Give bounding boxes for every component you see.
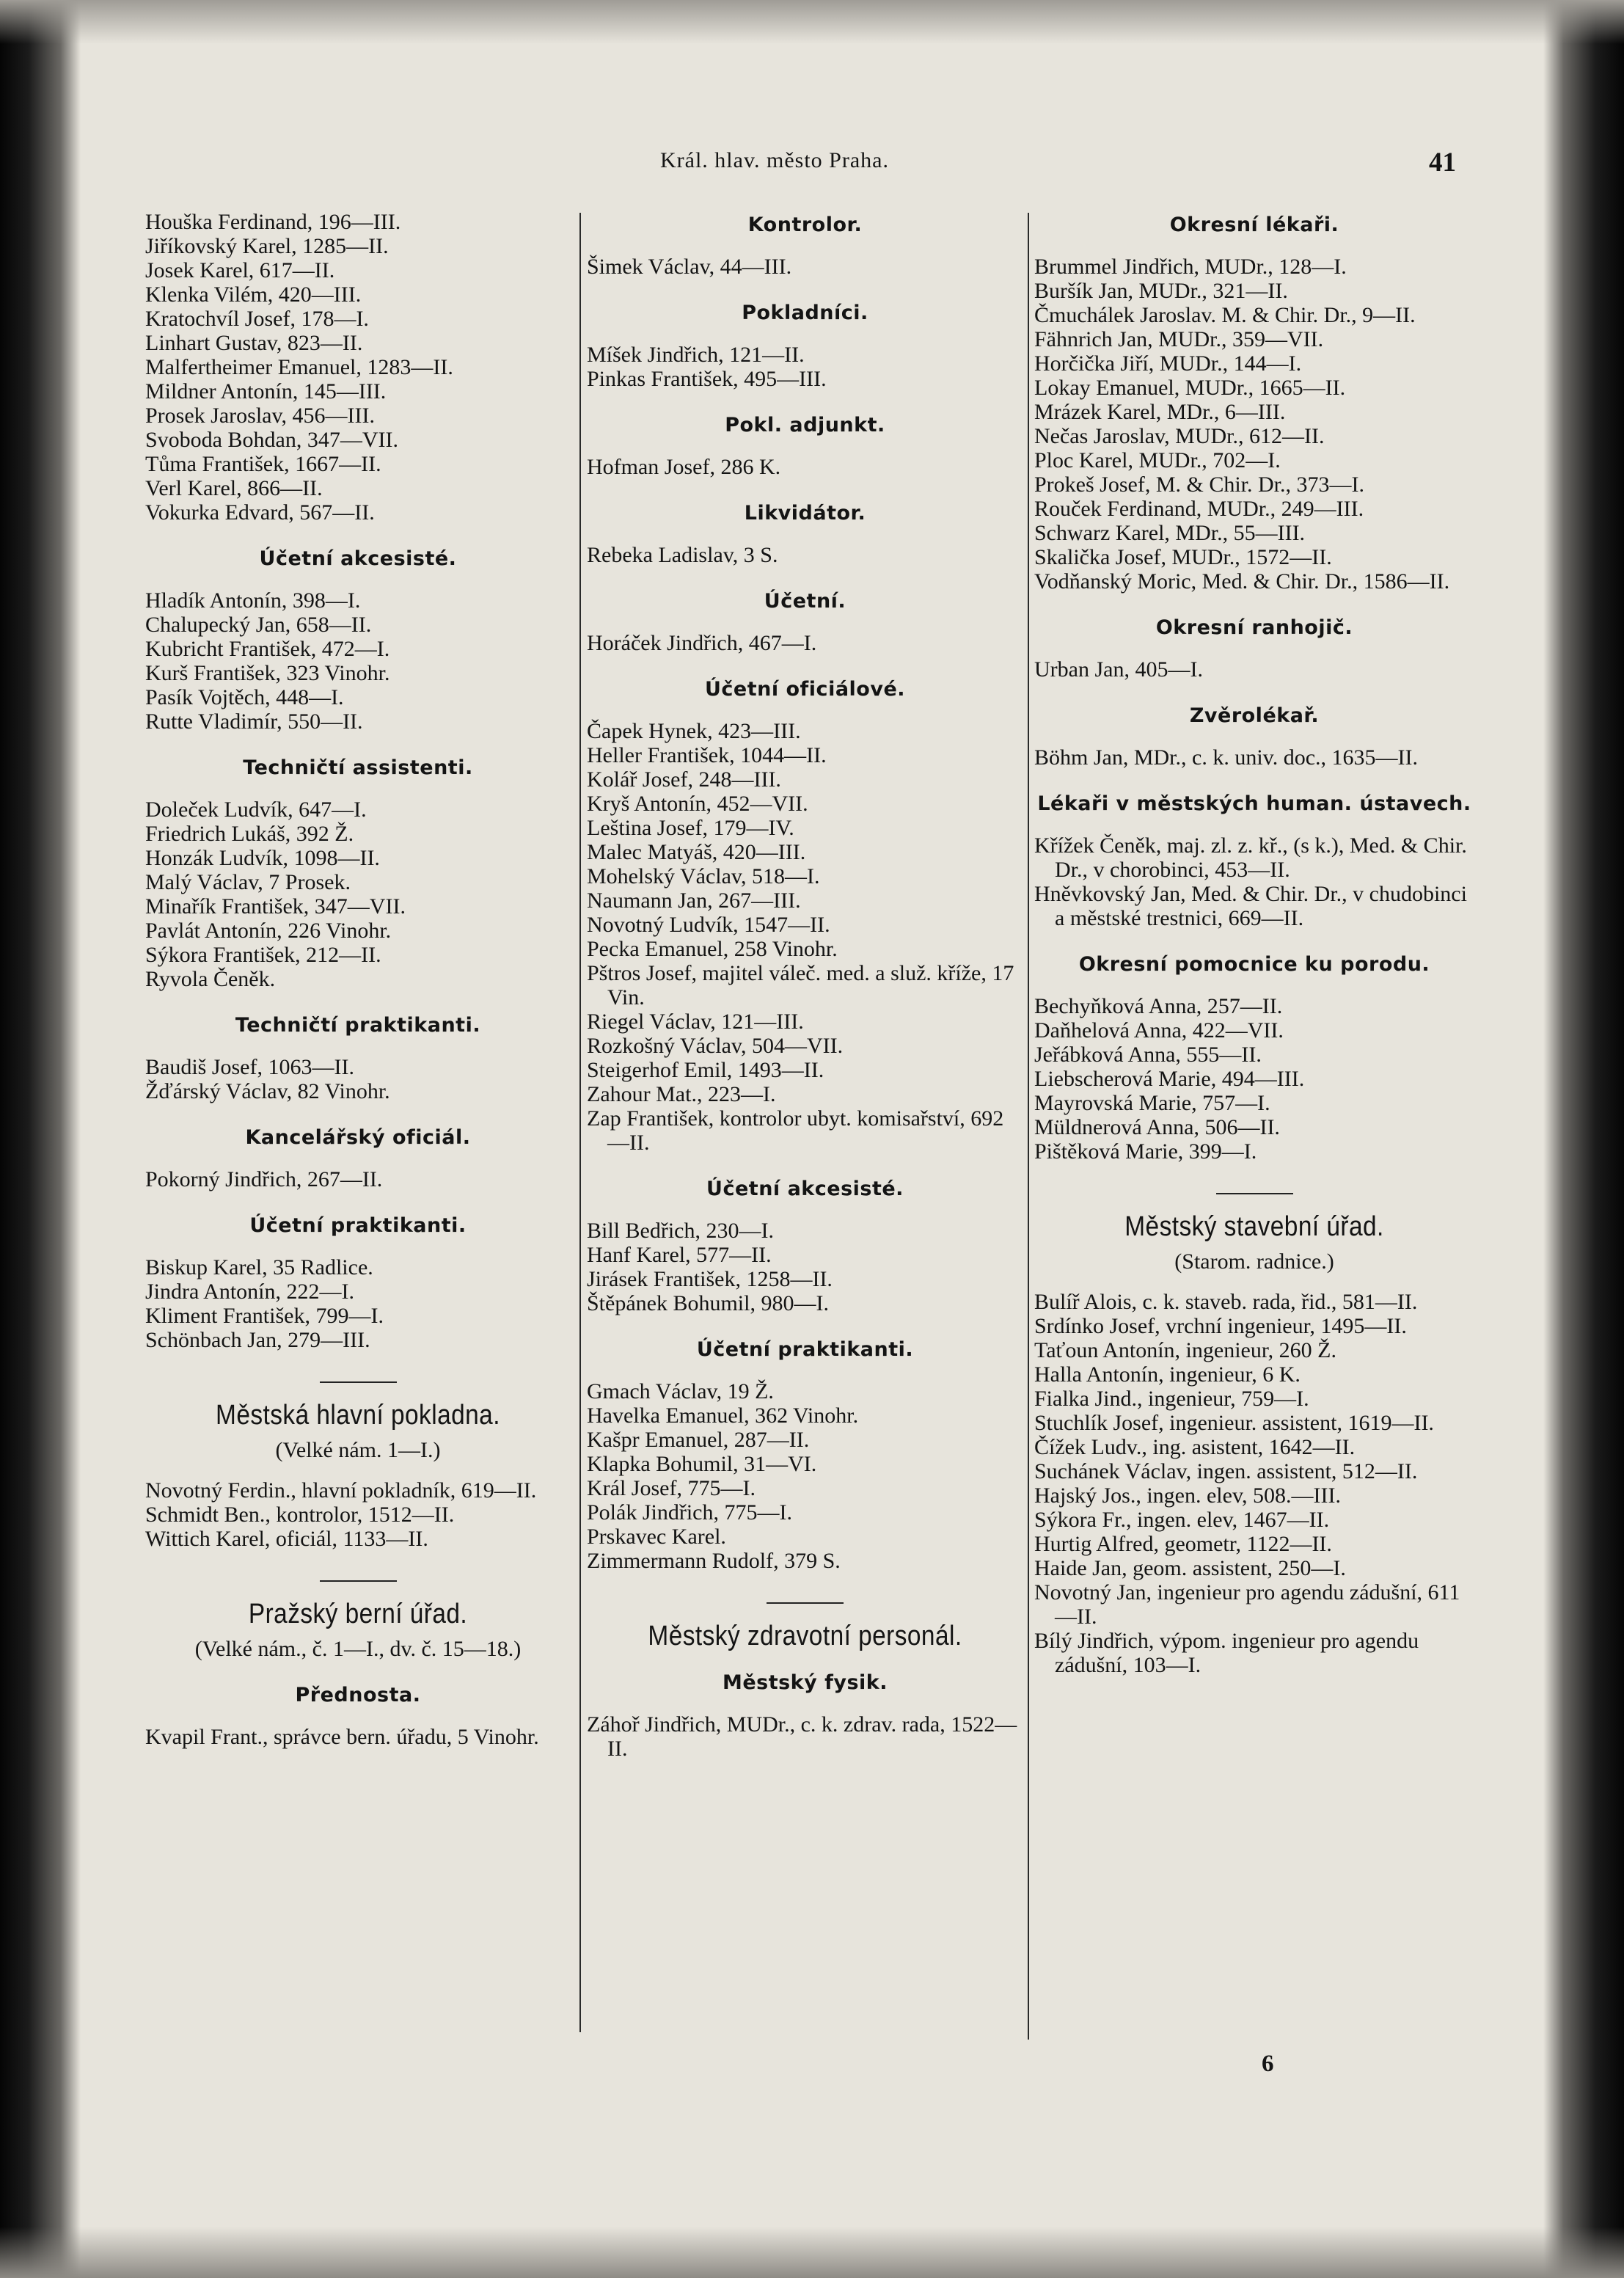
directory-entry: Jeřábková Anna, 555—II. xyxy=(1034,1043,1262,1067)
directory-entry: Rebeka Ladislav, 3 S. xyxy=(587,543,778,567)
directory-entry: Vokurka Edvard, 567—II. xyxy=(145,500,375,525)
section-heading: Techničtí praktikanti. xyxy=(235,1014,481,1037)
directory-entry: Jirásek František, 1258—II. xyxy=(587,1267,833,1291)
section-heading: Účetní. xyxy=(764,590,846,613)
directory-entry: Klenka Vilém, 420—III. xyxy=(145,282,362,307)
entry-list xyxy=(145,1478,571,1551)
directory-entry: Sýkora František, 212—II. xyxy=(145,943,381,967)
entry-list xyxy=(587,543,1023,567)
entry-list xyxy=(145,1055,571,1103)
directory-entry: Suchánek Václav, ingen. assistent, 512—II. xyxy=(1034,1459,1418,1483)
directory-entry: Čmuchálek Jaroslav. M. & Chir. Dr., 9—II. xyxy=(1034,303,1416,327)
office-title: Městský zdravotní personál. xyxy=(648,1621,962,1651)
section-heading: Účetní akcesisté. xyxy=(259,547,457,570)
directory-entry: Žďárský Václav, 82 Vinohr. xyxy=(145,1079,390,1103)
section-heading: Účetní akcesisté. xyxy=(706,1178,904,1200)
directory-entry: Tůma František, 1667—II. xyxy=(145,452,381,476)
entry-list xyxy=(145,588,571,734)
section-heading: Kancelářský oficiál. xyxy=(245,1126,471,1149)
directory-entry: Čížek Ludv., ing. asistent, 1642—II. xyxy=(1034,1435,1356,1459)
scan-edge-left xyxy=(0,0,81,2278)
directory-entry: Mohelský Václav, 518—I. xyxy=(587,864,820,888)
directory-entry: Halla Antonín, ingenieur, 6 K. xyxy=(1034,1362,1301,1387)
directory-entry: Zahour Mat., 223—I. xyxy=(587,1082,776,1106)
directory-entry: Gmach Václav, 19 Ž. xyxy=(587,1379,774,1403)
entry-list xyxy=(1034,994,1474,1164)
directory-entry: Leština Josef, 179—IV. xyxy=(587,816,794,840)
directory-entry: Hanf Karel, 577—II. xyxy=(587,1243,772,1267)
section-heading: Lékaři v městských human. ústavech. xyxy=(1037,792,1471,815)
directory-entry: Mrázek Karel, MDr., 6—III. xyxy=(1034,400,1286,424)
directory-entry: Baudiš Josef, 1063—II. xyxy=(145,1055,354,1079)
directory-entry: Jiříkovský Karel, 1285—II. xyxy=(145,234,389,258)
directory-entry: Kratochvíl Josef, 178—I. xyxy=(145,307,369,331)
directory-entry: Pištěková Marie, 399—I. xyxy=(1034,1139,1257,1164)
directory-entry: Malý Václav, 7 Prosek. xyxy=(145,870,351,894)
directory-entry: Heller František, 1044—II. xyxy=(587,743,827,767)
entry-list xyxy=(587,1712,1023,1761)
section-heading: Okresní lékaři. xyxy=(1169,213,1339,236)
directory-entry: Chalupecký Jan, 658—II. xyxy=(145,613,372,637)
directory-entry: Novotný Ferdin., hlavní pokladník, 619—II. xyxy=(145,1478,537,1503)
entry-list xyxy=(587,455,1023,479)
directory-entry: Rutte Vladimír, 550—II. xyxy=(145,709,363,734)
section-heading: Okresní ranhojič. xyxy=(1155,616,1353,639)
directory-entry: Záhoř Jindřich, MUDr., c. k. zdrav. rada, 1522—II. xyxy=(587,1712,1017,1761)
directory-entry: Lokay Emanuel, MUDr., 1665—II. xyxy=(1034,376,1346,400)
column-rule xyxy=(1028,213,1029,2040)
entry-list xyxy=(587,343,1023,391)
directory-entry: Rouček Ferdinand, MUDr., 249—III. xyxy=(1034,497,1364,521)
directory-entry: Müldnerová Anna, 506—II. xyxy=(1034,1115,1280,1139)
entry-list xyxy=(1034,255,1474,594)
directory-entry: Kašpr Emanuel, 287—II. xyxy=(587,1428,810,1452)
section-heading: Účetní praktikanti. xyxy=(696,1338,914,1361)
directory-entry: Horčička Jiří, MUDr., 144—I. xyxy=(1034,351,1302,376)
directory-entry: Mildner Antonín, 145—III. xyxy=(145,379,387,404)
column-rule xyxy=(579,213,581,2032)
directory-entry: Urban Jan, 405—I. xyxy=(1034,657,1203,682)
section-divider xyxy=(767,1602,844,1604)
office-title: Pražský berní úřad. xyxy=(248,1599,468,1629)
directory-entry: Rozkošný Václav, 504—VII. xyxy=(587,1034,844,1058)
directory-entry: Malec Matyáš, 420—III. xyxy=(587,840,806,864)
directory-entry: Ploc Karel, MUDr., 702—I. xyxy=(1034,448,1281,472)
directory-entry: Míšek Jindřich, 121—II. xyxy=(587,343,805,367)
directory-entry: Hurtig Alfred, geometr, 1122—II. xyxy=(1034,1532,1332,1556)
entry-list xyxy=(587,719,1023,1155)
section-heading: Zvěrolékař. xyxy=(1189,704,1320,727)
directory-entry: Bechyňková Anna, 257—II. xyxy=(1034,994,1283,1018)
directory-entry: Fialka Jind., ingenieur, 759—I. xyxy=(1034,1387,1309,1411)
entry-list xyxy=(145,797,571,991)
directory-entry: Zap František, kontrolor ubyt. komisařství, 692—II. xyxy=(587,1106,1004,1155)
directory-entry: Haide Jan, geom. assistent, 250—I. xyxy=(1034,1556,1346,1580)
directory-entry: Sýkora Fr., ingen. elev, 1467—II. xyxy=(1034,1508,1330,1532)
directory-entry: Novotný Ludvík, 1547—II. xyxy=(587,913,830,937)
directory-entry: Prskavec Karel. xyxy=(587,1525,726,1549)
entry-list xyxy=(1034,745,1474,770)
entry-list xyxy=(587,1219,1023,1315)
directory-entry: Doleček Ludvík, 647—I. xyxy=(145,797,367,822)
office-address: (Starom. radnice.) xyxy=(1174,1249,1334,1274)
entry-list xyxy=(1034,657,1474,682)
scan-edge-bottom xyxy=(0,2227,1624,2278)
section-heading: Městský fysik. xyxy=(722,1671,888,1694)
directory-entry: Pecka Emanuel, 258 Vinohr. xyxy=(587,937,838,961)
section-divider xyxy=(320,1381,397,1383)
section-heading: Techničtí assistenti. xyxy=(243,756,473,779)
directory-entry: Pštros Josef, majitel váleč. med. a služ. kříže, 17 Vin. xyxy=(587,961,1014,1010)
office-address: (Velké nám. 1—I.) xyxy=(275,1438,441,1462)
entry-list xyxy=(587,631,1023,655)
directory-entry: Bulíř Alois, c. k. staveb. rada, řid., 581—II. xyxy=(1034,1290,1418,1314)
directory-entry: Kliment František, 799—I. xyxy=(145,1304,384,1328)
directory-entry: Horáček Jindřich, 467—I. xyxy=(587,631,817,655)
directory-entry: Hofman Josef, 286 K. xyxy=(587,455,781,479)
office-title: Městská hlavní pokladna. xyxy=(216,1400,500,1431)
section-heading: Kontrolor. xyxy=(747,213,863,236)
directory-entry: Bílý Jindřich, výpom. ingenieur pro agendu zádušní, 103—I. xyxy=(1034,1629,1419,1677)
directory-entry: Houška Ferdinand, 196—III. xyxy=(145,210,401,234)
entry-list xyxy=(145,1255,571,1352)
directory-entry: Wittich Karel, oficiál, 1133—II. xyxy=(145,1527,428,1551)
directory-entry: Prosek Jaroslav, 456—III. xyxy=(145,404,375,428)
entry-list xyxy=(1034,833,1474,930)
directory-entry: Mayrovská Marie, 757—I. xyxy=(1034,1091,1270,1115)
section-heading: Pokl. adjunkt. xyxy=(725,414,885,437)
directory-entry: Riegel Václav, 121—III. xyxy=(587,1010,804,1034)
directory-entry: Polák Jindřich, 775—I. xyxy=(587,1500,792,1525)
directory-entry: Linhart Gustav, 823—II. xyxy=(145,331,363,355)
directory-entry: Pinkas František, 495—III. xyxy=(587,367,827,391)
directory-entry: Kolář Josef, 248—III. xyxy=(587,767,781,792)
entry-list xyxy=(145,210,571,525)
signature-mark: 6 xyxy=(1262,2051,1274,2077)
directory-entry: Böhm Jan, MDr., c. k. univ. doc., 1635—II. xyxy=(1034,745,1419,770)
section-heading: Pokladníci. xyxy=(742,302,868,324)
directory-entry: Havelka Emanuel, 362 Vinohr. xyxy=(587,1403,859,1428)
office-title: Městský stavební úřad. xyxy=(1124,1211,1384,1242)
directory-entry: Pavlát Antonín, 226 Vinohr. xyxy=(145,919,392,943)
directory-entry: Minařík František, 347—VII. xyxy=(145,894,406,919)
directory-entry: Klapka Bohumil, 31—VI. xyxy=(587,1452,817,1476)
directory-entry: Srdínko Josef, vrchní ingenieur, 1495—II. xyxy=(1034,1314,1407,1338)
entry-list xyxy=(1034,1290,1474,1677)
scan-edge-right xyxy=(1543,0,1624,2278)
directory-entry: Hněvkovský Jan, Med. & Chir. Dr., v chudobinci a městské trestnici, 669—II. xyxy=(1034,882,1467,930)
directory-entry: Brummel Jindřich, MUDr., 128—I. xyxy=(1034,255,1347,279)
directory-entry: Buršík Jan, MUDr., 321—II. xyxy=(1034,279,1288,303)
directory-entry: Fähnrich Jan, MUDr., 359—VII. xyxy=(1034,327,1324,351)
directory-entry: Kubricht František, 472—I. xyxy=(145,637,390,661)
entry-list xyxy=(587,255,1023,279)
directory-entry: Čapek Hynek, 423—III. xyxy=(587,719,801,743)
scan-edge-top xyxy=(0,0,1624,44)
section-heading: Účetní oficiálové. xyxy=(704,678,906,701)
directory-entry: Jindra Antonín, 222—I. xyxy=(145,1279,354,1304)
directory-entry: Schwarz Karel, MDr., 55—III. xyxy=(1034,521,1306,545)
section-heading: Likvidátor. xyxy=(744,502,866,525)
directory-entry: Daňhelová Anna, 422—VII. xyxy=(1034,1018,1284,1043)
directory-entry: Šimek Václav, 44—III. xyxy=(587,255,792,279)
directory-entry: Skalička Josef, MUDr., 1572—II. xyxy=(1034,545,1332,569)
column-middle xyxy=(587,210,1023,1761)
directory-entry: Ryvola Čeněk. xyxy=(145,967,276,991)
section-heading: Přednosta. xyxy=(295,1684,421,1706)
directory-entry: Novotný Jan, ingenieur pro agendu zádušní, 611—II. xyxy=(1034,1580,1460,1629)
column-left xyxy=(145,210,571,1749)
directory-entry: Stuchlík Josef, ingenieur. assistent, 1619—II. xyxy=(1034,1411,1434,1435)
directory-entry: Naumann Jan, 267—III. xyxy=(587,888,801,913)
directory-entry: Verl Karel, 866—II. xyxy=(145,476,323,500)
directory-entry: Pokorný Jindřich, 267—II. xyxy=(145,1167,383,1191)
directory-entry: Friedrich Lukáš, 392 Ž. xyxy=(145,822,354,846)
directory-entry: Schönbach Jan, 279—III. xyxy=(145,1328,370,1352)
directory-entry: Křížek Čeněk, maj. zl. z. kř., (s k.), Med. & Chir. Dr., v chorobinci, 453—II. xyxy=(1034,833,1467,882)
section-heading: Účetní praktikanti. xyxy=(249,1214,467,1237)
directory-entry: Kvapil Frant., správce bern. úřadu, 5 Vinohr. xyxy=(145,1725,539,1749)
directory-entry: Liebscherová Marie, 494—III. xyxy=(1034,1067,1305,1091)
directory-entry: Svoboda Bohdan, 347—VII. xyxy=(145,428,398,452)
directory-entry: Kurš František, 323 Vinohr. xyxy=(145,661,390,685)
page-number: 41 xyxy=(1429,147,1456,178)
directory-entry: Honzák Ludvík, 1098—II. xyxy=(145,846,380,870)
directory-entry: Steigerhof Emil, 1493—II. xyxy=(587,1058,824,1082)
directory-entry: Hladík Antonín, 398—I. xyxy=(145,588,361,613)
section-divider xyxy=(1216,1193,1293,1194)
directory-entry: Prokeš Josef, M. & Chir. Dr., 373—I. xyxy=(1034,472,1364,497)
directory-entry: Kryš Antonín, 452—VII. xyxy=(587,792,808,816)
directory-entry: Hajský Jos., ingen. elev, 508.—III. xyxy=(1034,1483,1341,1508)
section-heading: Okresní pomocnice ku porodu. xyxy=(1078,953,1430,976)
directory-entry: Biskup Karel, 35 Radlice. xyxy=(145,1255,373,1279)
directory-entry: Schmidt Ben., kontrolor, 1512—II. xyxy=(145,1503,455,1527)
directory-entry: Štěpánek Bohumil, 980—I. xyxy=(587,1291,829,1315)
directory-entry: Taťoun Antonín, ingenieur, 260 Ž. xyxy=(1034,1338,1336,1362)
office-address: (Velké nám., č. 1—I., dv. č. 15—18.) xyxy=(194,1637,522,1661)
section-divider xyxy=(320,1580,397,1582)
directory-entry: Král Josef, 775—I. xyxy=(587,1476,756,1500)
directory-entry: Zimmermann Rudolf, 379 S. xyxy=(587,1549,841,1573)
directory-entry: Josek Karel, 617—II. xyxy=(145,258,335,282)
directory-entry: Bill Bedřich, 230—I. xyxy=(587,1219,774,1243)
entry-list xyxy=(145,1167,571,1191)
directory-entry: Vodňanský Moric, Med. & Chir. Dr., 1586—II. xyxy=(1034,569,1450,594)
entry-list xyxy=(587,1379,1023,1573)
column-right xyxy=(1034,210,1474,1677)
directory-entry: Nečas Jaroslav, MUDr., 612—II. xyxy=(1034,424,1325,448)
running-header: Král. hlav. město Praha. xyxy=(660,148,889,172)
directory-entry: Pasík Vojtěch, 448—I. xyxy=(145,685,344,709)
entry-list xyxy=(145,1725,571,1749)
directory-entry: Malfertheimer Emanuel, 1283—II. xyxy=(145,355,453,379)
